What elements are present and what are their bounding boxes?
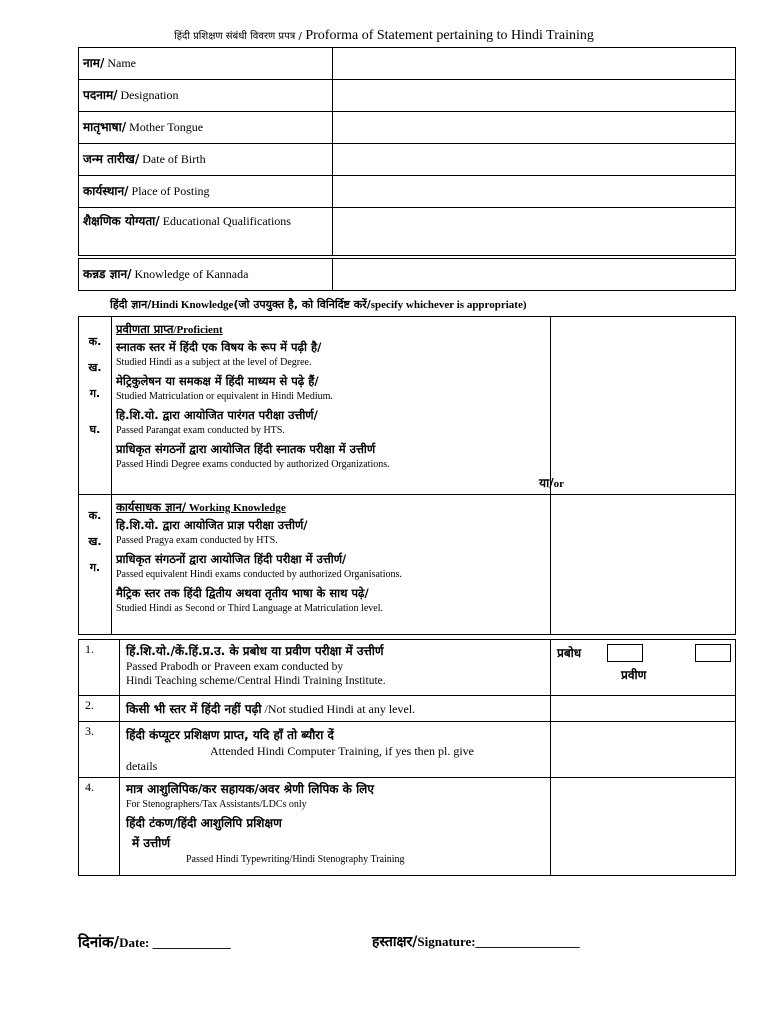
title-english: Proforma of Statement pertaining to Hindi Training <box>305 28 594 43</box>
item-text: हिं.शि.यो./कें.हिं.प्र.उ. के प्रबोध या प्रवीण परीक्षा में उत्तीर्ण Passed Prabodh or Praveen exam conducted by Hindi Teaching scheme/Central Hindi Training Institute. <box>120 640 551 696</box>
option-english: Passed Hindi Degree exams conducted by authorized Organizations. <box>116 459 390 470</box>
designation-input-cell[interactable] <box>333 80 736 112</box>
item-text: हिंदी कंप्यूटर प्रशिक्षण प्राप्त, यदि हाँ तो ब्यौरा दें Attended Hindi Computer Training, if yes then pl. give details <box>120 722 551 778</box>
hindi-knowledge-heading: हिंदी ज्ञान/Hindi Knowledge(जो उपयुक्त है, को विनिर्दिष्ट करें/specify whichever is appropriate) <box>110 298 527 311</box>
field-label: शैक्षणिक योग्यता/ Educational Qualifications <box>79 208 333 256</box>
field-label: पदनाम/ Designation <box>79 80 333 112</box>
proficient-options <box>112 317 564 495</box>
item-number: 1. <box>79 640 120 696</box>
working-options <box>112 495 551 635</box>
field-label: नाम/ Name <box>79 48 333 80</box>
field-row-educational-qualifications <box>79 208 736 256</box>
prabodh-label: प्रबोध <box>557 646 582 660</box>
mother-tongue-input-cell[interactable] <box>333 112 736 144</box>
item-text: किसी भी स्तर में हिंदी नहीं पढ़ी /Not studied Hindi at any level. <box>120 696 551 722</box>
option-hindi: मेट्रिकुलेषन या समकक्ष में हिंदी माध्यम से पढ़े हैं/ <box>116 374 319 388</box>
field-row-mother-tongue <box>79 112 736 144</box>
date-field[interactable]: दिनांक/Date: ____________ <box>78 933 231 951</box>
item-row-1 <box>79 640 736 696</box>
item-number: 3. <box>79 722 120 778</box>
prabodh-checkbox[interactable] <box>607 644 643 662</box>
option-hindi: हि.शि.यो. द्वारा आयोजित पारंगत परीक्षा उत्तीर्ण/ <box>116 408 318 422</box>
option-english: Passed Parangat exam conducted by HTS. <box>116 425 285 436</box>
item-2-answer-cell[interactable] <box>551 696 736 722</box>
option-hindi: स्नातक स्तर में हिंदी एक विषय के रूप में पढ़ी है/ <box>116 340 322 354</box>
field-row-place-of-posting <box>79 176 736 208</box>
praveen-checkbox[interactable] <box>695 644 731 662</box>
field-label: कार्यस्थान/ Place of Posting <box>79 176 333 208</box>
field-row-name <box>79 48 736 80</box>
field-row-designation <box>79 80 736 112</box>
praveen-label: प्रवीण <box>621 668 647 682</box>
item-row-3 <box>79 722 736 778</box>
item-text: मात्र आशुलिपिक/कर सहायक/अवर श्रेणी लिपिक के लिए For Stenographers/Tax Assistants/LDCs only हिंदी टंकण/हिंदी आशुलिपि प्रशिक्षण में उत्तीर्ण Passed Hindi Typewriting/Hindi Stenography Training <box>120 778 551 876</box>
kannada-input-cell[interactable] <box>333 259 736 291</box>
field-row-kannada <box>79 259 736 291</box>
option-english: Studied Hindi as a subject at the level of Degree. <box>116 357 312 368</box>
field-label: कन्नड ज्ञान/ Knowledge of Kannada <box>79 259 333 291</box>
option-english: Passed equivalent Hindi exams conducted by authorized Organisations. <box>116 569 402 580</box>
item-4-answer-cell[interactable] <box>551 778 736 876</box>
place-of-posting-input-cell[interactable] <box>333 176 736 208</box>
item-number: 4. <box>79 778 120 876</box>
title-hindi: हिंदी प्रशिक्षण संबंधी विवरण प्रपत्र / <box>174 31 302 42</box>
educational-qualifications-input-cell[interactable] <box>333 208 736 256</box>
field-row-date-of-birth <box>79 144 736 176</box>
working-title: कार्यसाधक ज्ञान/ Working Knowledge <box>116 500 286 514</box>
signature-field[interactable]: हस्ताक्षर/Signature:________________ <box>372 934 580 950</box>
hindi-knowledge-table <box>78 316 736 635</box>
proficient-title: प्रवीणता प्राप्त/Proficient <box>116 322 223 336</box>
field-label: जन्म तारीख/ Date of Birth <box>79 144 333 176</box>
item-1-answer-cell <box>551 640 736 696</box>
working-answer-cell[interactable] <box>551 495 736 635</box>
proficient-row <box>79 317 736 495</box>
personal-details-table <box>78 47 736 256</box>
option-hindi: हि.शि.यो. द्वारा आयोजित प्राज्ञ परीक्षा उत्तीर्ण/ <box>116 518 308 532</box>
item-3-answer-cell[interactable] <box>551 722 736 778</box>
option-english: Studied Matriculation or equivalent in Hindi Medium. <box>116 391 333 402</box>
item-row-2 <box>79 696 736 722</box>
option-hindi: प्राधिकृत संगठनों द्वारा आयोजित हिंदी स्नातक परीक्षा में उत्तीर्ण <box>116 442 376 456</box>
date-of-birth-input-cell[interactable] <box>333 144 736 176</box>
numbered-items-table <box>78 639 736 876</box>
kannada-knowledge-table <box>78 258 736 291</box>
proficient-answer-cell[interactable] <box>551 317 736 495</box>
option-english: Studied Hindi as Second or Third Language at Matriculation level. <box>116 603 383 614</box>
working-knowledge-row <box>79 495 736 635</box>
page-title <box>0 28 768 44</box>
item-number: 2. <box>79 696 120 722</box>
name-input-cell[interactable] <box>333 48 736 80</box>
field-label: मातृभाषा/ Mother Tongue <box>79 112 333 144</box>
option-hindi: मैट्रिक स्तर तक हिंदी द्वितीय अथवा तृतीय भाषा के साथ पढ़े/ <box>116 586 369 600</box>
item-row-4 <box>79 778 736 876</box>
option-english: Passed Pragya exam conducted by HTS. <box>116 535 278 546</box>
or-label: या/or <box>539 476 564 490</box>
proficient-letters: क. ख. ग. घ. <box>79 317 112 495</box>
option-hindi: प्राधिकृत संगठनों द्वारा आयोजित हिंदी परीक्षा में उत्तीर्ण/ <box>116 552 347 566</box>
working-letters: क. ख. ग. <box>79 495 112 635</box>
